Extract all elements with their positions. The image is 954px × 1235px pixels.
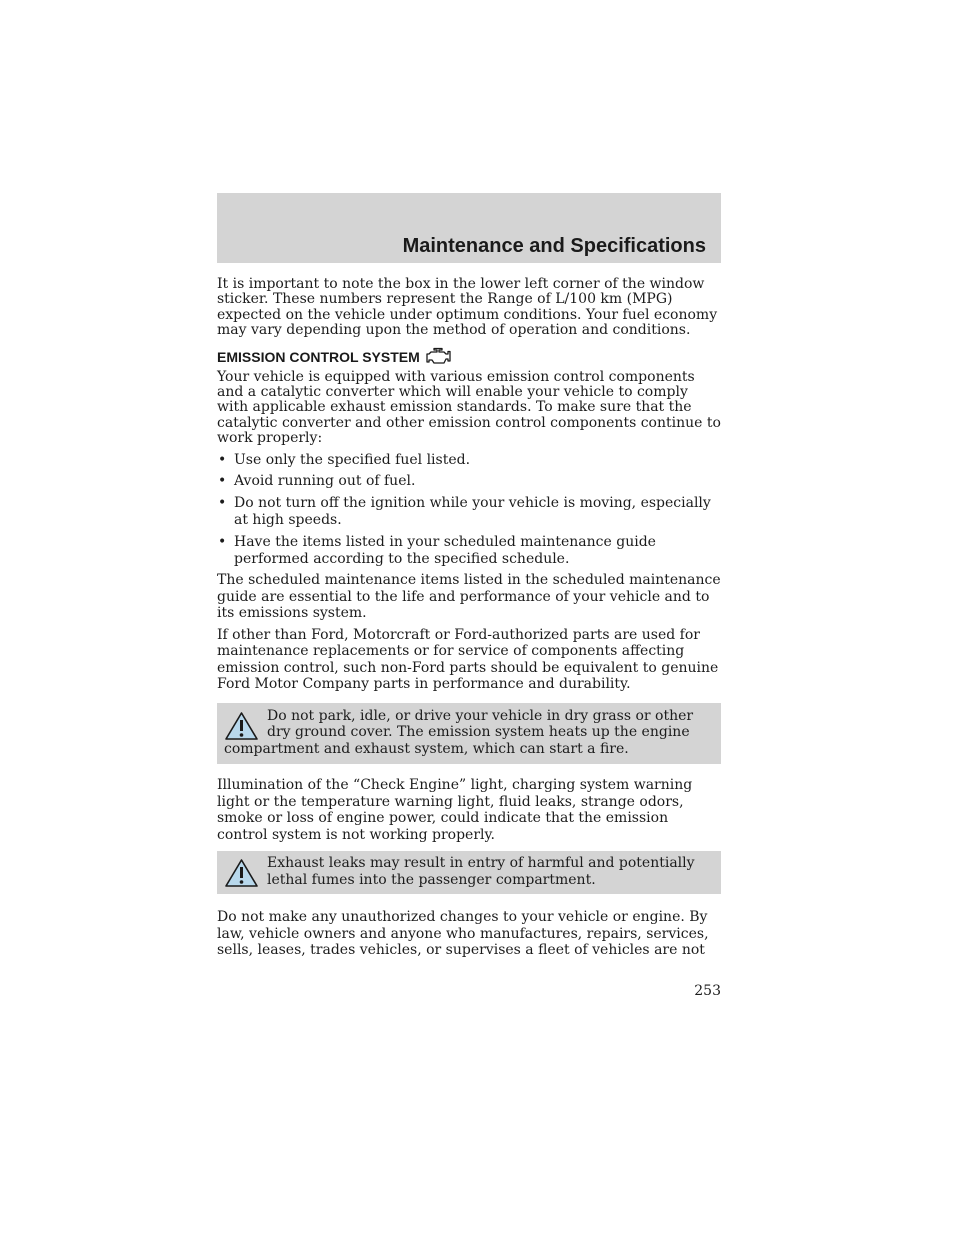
list-item bbox=[217, 495, 721, 529]
scheduled-maintenance-paragraph: The scheduled maintenance items listed in the scheduled maintenance guide are essential to the life and performance of your vehicle and to its emissions system. bbox=[217, 572, 721, 622]
page-number: 253 bbox=[694, 983, 721, 999]
bullet-text: Do not turn off the ignition while your vehicle is moving, especially at high speeds. bbox=[234, 495, 711, 529]
header-band bbox=[217, 193, 721, 263]
bullet-text: Have the items listed in your scheduled maintenance guide performed according to the specified schedule. bbox=[234, 533, 656, 567]
section-heading-text: EMISSION CONTROL SYSTEM bbox=[217, 348, 420, 365]
section-heading bbox=[217, 347, 721, 367]
illumination-paragraph: Illumination of the “Check Engine” light, charging system warning light or the temperature warning light, fluid leaks, strange odors, smoke or loss of engine power, could indicate that the emission control system is not working properly. bbox=[217, 777, 693, 843]
check-engine-icon bbox=[424, 347, 454, 367]
manual-page bbox=[217, 193, 721, 958]
law-paragraph: Do not make any unauthorized changes to your vehicle or engine. By law, vehicle owners and anyone who manufactures, repairs, services, sells, leases, trades vehicles, or supervises a fleet of vehicles are not bbox=[217, 909, 709, 959]
list-item bbox=[217, 473, 721, 490]
page-content bbox=[217, 277, 721, 958]
intro-paragraph: It is important to note the box in the lower left corner of the window sticker. These numbers represent the Range of L/100 km (MPG) expected on the vehicle under optimum conditions. Your fuel economy may vary depending upon the method of operation and conditions. bbox=[217, 276, 718, 339]
bullet-glyph: • bbox=[218, 451, 227, 468]
bullet-glyph: • bbox=[218, 473, 227, 490]
warning-box-fire bbox=[217, 703, 721, 765]
warning-triangle-icon bbox=[224, 711, 259, 741]
bullet-list bbox=[217, 452, 721, 568]
warning-triangle-icon bbox=[224, 858, 259, 888]
warning-text: Do not park, idle, or drive your vehicle in dry grass or other dry ground cover. The emission system heats up the engine compartment and exhaust system, which can start a fire. bbox=[224, 707, 694, 757]
list-item bbox=[217, 452, 721, 469]
bullet-text: Avoid running out of fuel. bbox=[234, 473, 416, 490]
warning-box-exhaust bbox=[217, 851, 721, 894]
bullet-text: Use only the specified fuel listed. bbox=[234, 451, 471, 468]
page-title: Maintenance and Specifications bbox=[402, 235, 706, 257]
parts-paragraph: If other than Ford, Motorcraft or Ford-authorized parts are used for maintenance replacements or for service of components affecting emission control, such non-Ford parts should be equivalent to genuine Ford Motor Company parts in performance and durability. bbox=[217, 626, 719, 693]
bullet-glyph: • bbox=[218, 495, 227, 512]
warning-text: Exhaust leaks may result in entry of harmful and potentially lethal fumes into the passenger compartment. bbox=[267, 855, 695, 888]
bullet-glyph: • bbox=[218, 533, 227, 550]
emission-paragraph: Your vehicle is equipped with various emission control components and a catalytic converter which will enable your vehicle to comply with applicable exhaust emission standards. To make sure that the catalytic converter and other emission control components continue to work properly: bbox=[217, 368, 721, 447]
list-item bbox=[217, 534, 721, 568]
